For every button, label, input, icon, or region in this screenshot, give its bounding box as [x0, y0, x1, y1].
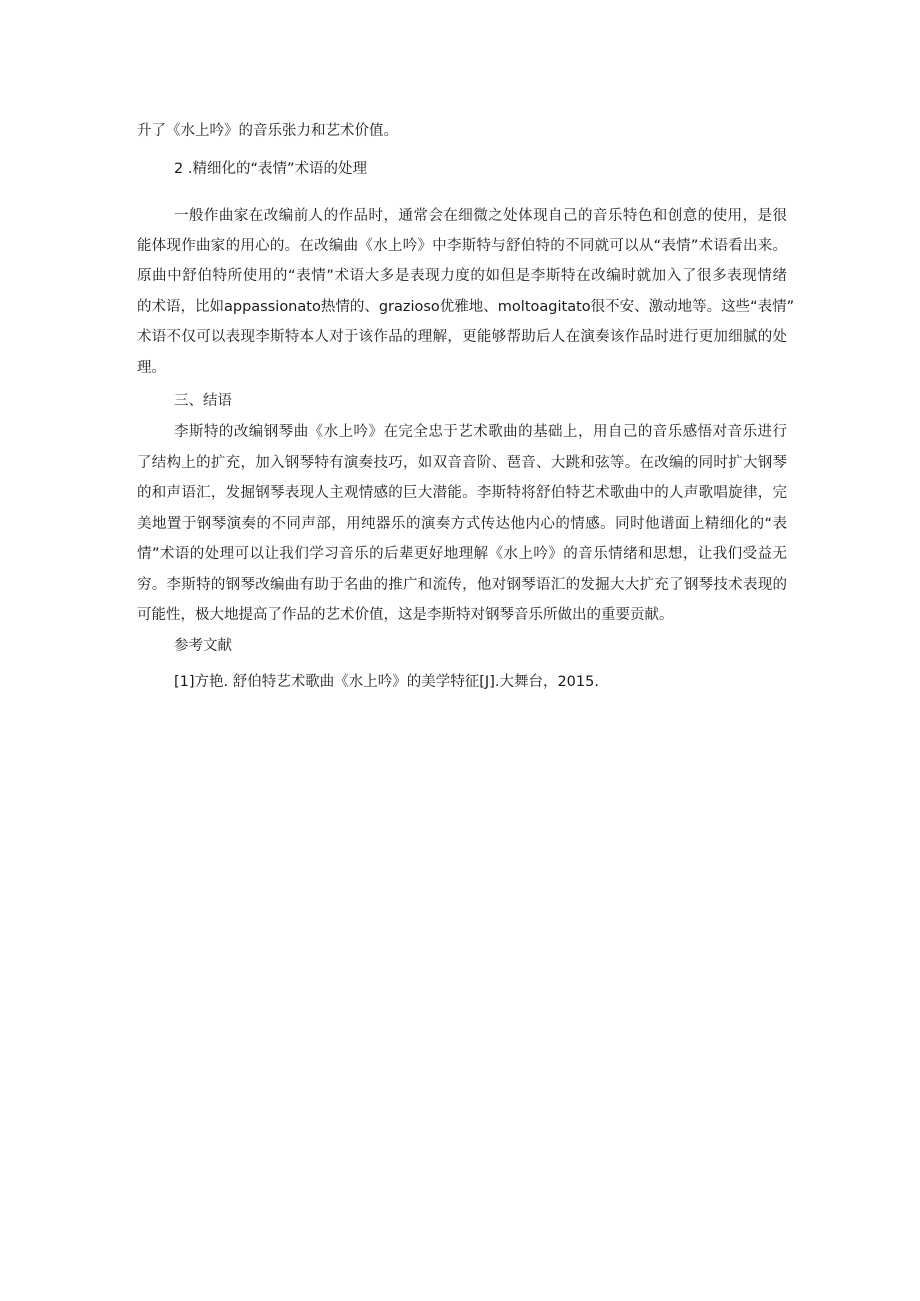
section-heading: 三、结语 — [174, 393, 232, 409]
reference-item: [1]方艳. 舒伯特艺术歌曲《水上吟》的美学特征[J].大舞台，2015. — [174, 674, 599, 690]
paragraph-line: 术语不仅可以表现李斯特本人对于该作品的理解，更能够帮助后人在演奏该作品时进行更加细腻的处 — [137, 329, 787, 345]
paragraph-line: 美地置于钢琴演奏的不同声部，用纯器乐的演奏方式传达他内心的情感。同时他谱面上精细化的“表 — [137, 516, 787, 532]
references-heading: 参考文献 — [174, 638, 232, 654]
paragraph-line: 一般作曲家在改编前人的作品时，通常会在细微之处体现自己的音乐特色和创意的使用，是很 — [174, 208, 787, 224]
paragraph-line: 穷。李斯特的钢琴改编曲有助于名曲的推广和流传，他对钢琴语汇的发掘大大扩充了钢琴技术表现的 — [137, 577, 787, 593]
section-heading: 2 .精细化的“表情”术语的处理 — [174, 161, 367, 177]
paragraph-line: 李斯特的改编钢琴曲《水上吟》在完全忠于艺术歌曲的基础上，用自己的音乐感悟对音乐进行 — [174, 424, 787, 440]
paragraph-line: 原曲中舒伯特所使用的“表情”术语大多是表现力度的如但是李斯特在改编时就加入了很多表现情绪 — [137, 268, 787, 284]
paragraph-line: 理。 — [137, 360, 166, 376]
paragraph-line: 升了《水上吟》的音乐张力和艺术价值。 — [137, 123, 398, 139]
paragraph-line: 能体现作曲家的用心的。在改编曲《水上吟》中李斯特与舒伯特的不同就可以从“表情”术语看出来。 — [137, 238, 787, 254]
paragraph-line: 可能性，极大地提高了作品的艺术价值，这是李斯特对钢琴音乐所做出的重要贡献。 — [137, 607, 674, 623]
paragraph-line: 的术语，比如appassionato热情的、grazioso优雅地、moltoagitato很不安、激动地等。这些“表情” — [137, 299, 795, 315]
paragraph-line: 的和声语汇，发掘钢琴表现人主观情感的巨大潜能。李斯特将舒伯特艺术歌曲中的人声歌唱旋律，完 — [137, 485, 787, 501]
paragraph-line: 情”术语的处理可以让我们学习音乐的后辈更好地理解《水上吟》的音乐情绪和思想，让我们受益无 — [137, 546, 787, 562]
paragraph-line: 了结构上的扩充，加入钢琴特有演奏技巧，如双音音阶、琶音、大跳和弦等。在改编的同时扩大钢琴 — [137, 455, 787, 471]
